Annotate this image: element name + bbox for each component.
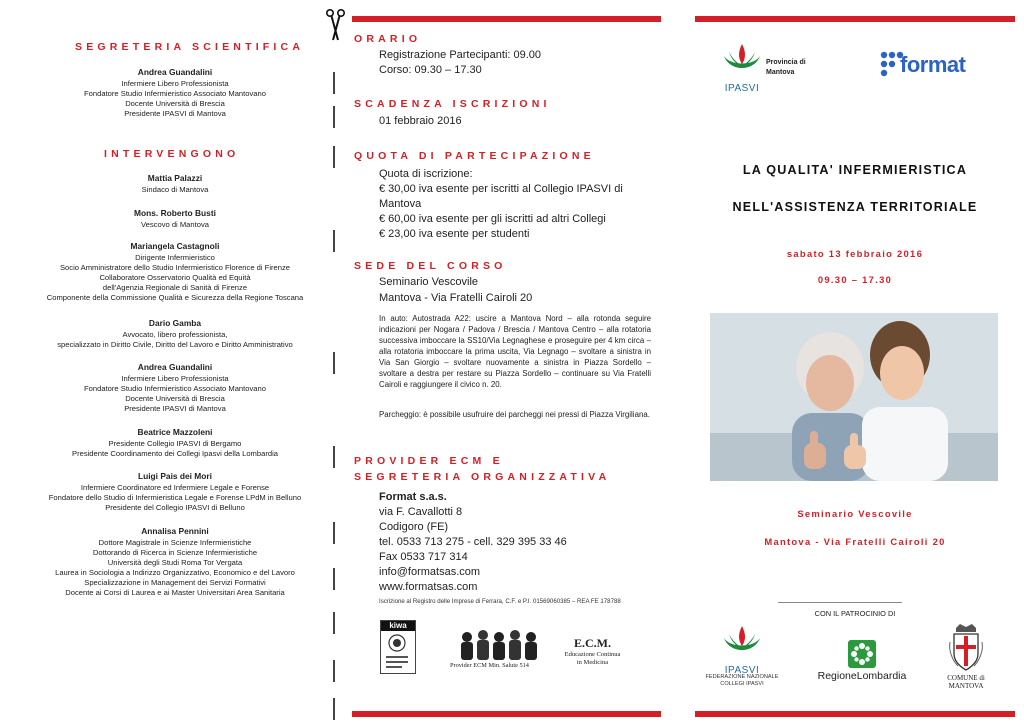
bottom-red-bar-right	[695, 711, 1015, 717]
provider-line: via F. Cavallotti 8	[379, 506, 463, 518]
provider-title: SEGRETERIA ORGANIZZATIVA	[354, 471, 611, 483]
orario-line: Registrazione Partecipanti: 09.00	[379, 49, 542, 61]
fold-mark	[333, 522, 335, 544]
regione-lombardia-icon	[848, 640, 876, 668]
top-red-bar	[352, 16, 661, 22]
speaker-pais-dei-mori: Luigi Pais dei Mori Infermiere Coordinatore ed Infermiere Legale e Forense Fondatore dello Studio di Infermieristica Legale e Forense LPdM in Belluno Presidente del Collegio IPASVI di Belluno	[48, 471, 302, 512]
quota-title: QUOTA DI PARTECIPAZIONE	[354, 150, 595, 162]
provider-website: www.formatsas.com	[379, 581, 478, 593]
provider-title: PROVIDER ECM E	[354, 455, 504, 467]
ipasvi-logo: IPASVI	[720, 42, 764, 92]
registry-text: Iscrizione al Registro delle Imprese di Ferrara, C.F. e P.I. 01569060385 – REA FE 178788	[379, 598, 621, 605]
speaker-gamba: Dario Gamba Avvocato, libero professionista, specializzato in Diritto Civile, Diritto del Lavoro e Diritto Amministrativo	[57, 318, 293, 349]
provider-name: Format s.a.s.	[379, 491, 447, 503]
intervengono-title: INTERVENGONO	[104, 148, 240, 160]
fold-mark	[333, 698, 335, 720]
scissors-icon	[324, 8, 348, 42]
speaker-mazzoleni: Beatrice Mazzoleni Presidente Collegio IPASVI di Bergamo Presidente Coordinamento dei Collegi Ipasvi della Lombardia	[72, 427, 278, 458]
fold-mark	[333, 660, 335, 682]
directions-text: In auto: Autostrada A22: uscire a Mantova Nord – alla rotonda seguire indicazioni per Nogara / Padova / Brescia / Mantova Centro – alla rotatoria successiva imboccare la SS10/Via Legnaghese e proseguire per 4 km circa – alla rotatoria imboccare la prima uscita, Via Legnago – svoltare a sinistra in Via San Giorgio – svoltare nuovamente a sinistra in Piazza Sordello – svoltare a destra per restare su Piazza Sordello – continuare su Via Fratelli Cairoli e raggiungere il civico n. 20.	[379, 314, 651, 389]
fold-mark	[333, 612, 335, 634]
segreteria-person: Andrea Guandalini Infermiere Libero Professionista Fondatore Studio Infermieristico Associato Mantovano Docente Università di Brescia Presidente IPASVI di Mantova	[30, 67, 320, 119]
quota-line: Mantova	[379, 198, 422, 210]
orario-line: Corso: 09.30 – 17.30	[379, 64, 482, 76]
fold-mark	[333, 146, 335, 168]
ecm-title: E.C.M.	[574, 636, 611, 650]
quota-line: € 23,00 iva esente per studenti	[379, 228, 530, 240]
nurse-elderly-photo	[710, 313, 998, 481]
quota-line: € 30,00 iva esente per iscritti al Collegio IPASVI di	[379, 183, 623, 195]
title-line-2: NELL'ASSISTENZA TERRITORIALE	[732, 200, 978, 214]
quota-line: Quota di iscrizione:	[379, 168, 473, 180]
quota-line: € 60,00 iva esente per gli iscritti ad altri Collegi	[379, 213, 606, 225]
patrocinio-label: CON IL PATROCINIO DI	[814, 609, 896, 618]
format-logo: format	[880, 50, 980, 80]
bottom-red-bar	[352, 711, 661, 717]
provider-line: Codigoro (FE)	[379, 521, 449, 533]
venue-line-1: Seminario Vescovile	[797, 508, 913, 519]
scadenza-title: SCADENZA ISCRIZIONI	[354, 98, 551, 110]
sede-title: SEDE DEL CORSO	[354, 260, 507, 272]
provincia-label: Provincia di Mantova	[766, 59, 806, 76]
segreteria-scientifica-title: SEGRETERIA SCIENTIFICA	[75, 41, 305, 53]
regione-lombardia-label: RegioneLombardia	[817, 670, 907, 682]
speaker-busti: Mons. Roberto Busti Vescovo di Mantova	[134, 208, 216, 229]
provider-email: info@formatsas.com	[379, 566, 481, 578]
fold-mark	[333, 446, 335, 468]
event-date: sabato 13 febbraio 2016	[786, 248, 924, 259]
venue-line-2: Mantova - Via Fratelli Cairoli 20	[764, 536, 946, 547]
patrocinio-divider	[778, 602, 902, 603]
speaker-guandalini: Andrea Guandalini Infermiere Libero Professionista Fondatore Studio Infermieristico Associato Mantovano Docente Università di Brescia Presidente IPASVI di Mantova	[84, 362, 266, 413]
federazione-ipasvi-logo: IPASVI	[720, 624, 764, 672]
orario-title: ORARIO	[354, 33, 422, 45]
sede-line: Seminario Vescovile	[379, 276, 479, 288]
provider-phone: tel. 0533 713 275 - cell. 329 395 33 46	[379, 536, 567, 548]
kiwa-logo: kiwa	[380, 620, 416, 674]
ecm-provider-caption: Provider ECM Min. Salute 514	[450, 662, 529, 669]
federazione-caption: FEDERAZIONE NAZIONALE COLLEGI IPASVI	[705, 674, 779, 687]
title-line-1: LA QUALITA' INFERMIERISTICA	[742, 163, 968, 177]
ecm-provider-logo	[453, 627, 543, 661]
ecm-block: E.C.M. Educazione Continua in Medicina	[555, 636, 630, 667]
fold-mark	[333, 106, 335, 128]
fold-mark	[333, 230, 335, 252]
speaker-palazzi: Mattia Palazzi Sindaco di Mantova	[141, 173, 209, 194]
scadenza-date: 01 febbraio 2016	[379, 115, 462, 127]
fold-mark	[333, 72, 335, 94]
sede-line: Mantova - Via Fratelli Cairoli 20	[379, 292, 533, 304]
event-time: 09.30 – 17.30	[817, 274, 893, 285]
segreteria-person-name: Andrea Guandalini	[137, 67, 213, 77]
speaker-castagnoli: Mariangela Castagnoli Dirigente Infermieristico Socio Amministratore dello Studio Infermieristico Florence di Firenze Collaboratore Osservatorio Qualità ed Equità dell'Agenzia Regionale di Sanità di Firenze Componente della Commissione Qualità e Sicurezza della Regione Toscana	[46, 241, 304, 302]
top-red-bar-right	[695, 16, 1015, 22]
fold-mark	[333, 568, 335, 590]
comune-mantova-crest-icon	[948, 622, 984, 672]
fold-mark	[333, 352, 335, 374]
speaker-pennini: Annalisa Pennini Dottore Magistrale in Scienze Infermieristiche Dottorando di Ricerca in Scienze Infermieristiche Università degli Studi Roma Tor Vergata Laurea in Sociologia a Indirizzo Organizzativo, Economico e del Lavoro Specializzazione in Management dei Servizi Formativi Docente ai Corsi di Laurea e ai Master Universitari Area Sanitaria	[55, 526, 295, 597]
provider-fax: Fax 0533 717 314	[379, 551, 468, 563]
parking-text: Parcheggio: è possibile usufruire dei parcheggi nei pressi di Piazza Virgiliana.	[379, 410, 650, 419]
comune-mantova-label: COMUNE di MANTOVA	[947, 674, 985, 690]
